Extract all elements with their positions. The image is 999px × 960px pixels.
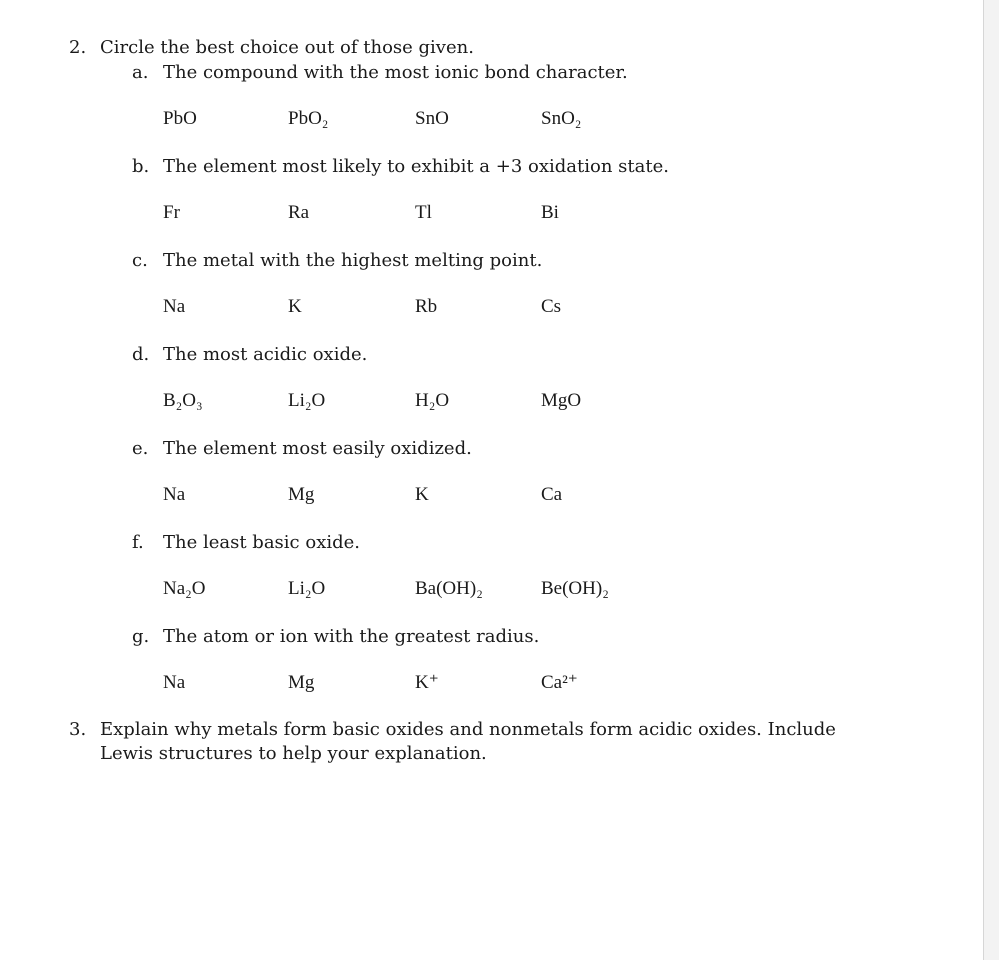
choice-option[interactable]: Na — [163, 484, 186, 505]
choice-option[interactable]: Cs — [541, 296, 562, 317]
vertical-scrollbar[interactable] — [983, 0, 999, 960]
choice-option[interactable]: H₂O — [415, 390, 450, 411]
question-number: 3. — [69, 719, 87, 740]
choice-option[interactable]: Ba(OH)₂ — [415, 578, 483, 599]
item-letter: a. — [132, 62, 149, 83]
choice-option[interactable]: K⁺ — [415, 672, 439, 693]
item-letter: f. — [132, 532, 144, 553]
choice-option[interactable]: Rb — [415, 296, 438, 317]
choice-option[interactable]: MgO — [541, 390, 582, 411]
choice-option[interactable]: Li₂O — [288, 578, 326, 599]
item-letter: c. — [132, 250, 148, 271]
item-text: The metal with the highest melting point. — [163, 250, 543, 271]
choice-option[interactable]: Na₂O — [163, 578, 206, 599]
choice-option[interactable]: Mg — [288, 672, 315, 693]
item-letter: g. — [132, 626, 150, 647]
question-text: Explain why metals form basic oxides and nonmetals form acidic oxides. Include Lewis structures to help your explanation. — [100, 719, 836, 764]
choice-option[interactable]: Tl — [415, 202, 432, 223]
choice-option[interactable]: K — [415, 484, 429, 505]
item-letter: e. — [132, 438, 149, 459]
item-letter: b. — [132, 156, 150, 177]
choice-option[interactable]: Ra — [288, 202, 310, 223]
item-text: The element most easily oxidized. — [163, 438, 472, 459]
choice-option[interactable]: PbO₂ — [288, 108, 329, 129]
question-prompt: Circle the best choice out of those given. — [100, 37, 474, 58]
choice-option[interactable]: Mg — [288, 484, 315, 505]
choice-option[interactable]: Fr — [163, 202, 180, 223]
question-number: 2. — [69, 37, 87, 58]
choice-option[interactable]: SnO₂ — [541, 108, 582, 129]
item-text: The most acidic oxide. — [163, 344, 368, 365]
choice-option[interactable]: B₂O₃ — [163, 390, 203, 411]
choice-option[interactable]: Li₂O — [288, 390, 326, 411]
choice-option[interactable]: SnO — [415, 108, 449, 129]
choice-option[interactable]: Na — [163, 672, 186, 693]
choice-option[interactable]: Ca — [541, 484, 563, 505]
choice-option[interactable]: K — [288, 296, 302, 317]
choice-option[interactable]: Na — [163, 296, 186, 317]
choice-option[interactable]: Bi — [541, 202, 559, 223]
item-text: The element most likely to exhibit a +3 oxidation state. — [163, 156, 669, 177]
choice-option[interactable]: Ca²⁺ — [541, 672, 578, 693]
choice-option[interactable]: PbO — [163, 108, 197, 129]
choice-option[interactable]: Be(OH)₂ — [541, 578, 609, 599]
item-text: The least basic oxide. — [163, 532, 360, 553]
item-text: The compound with the most ionic bond character. — [163, 62, 628, 83]
item-text: The atom or ion with the greatest radius. — [163, 626, 540, 647]
item-letter: d. — [132, 344, 150, 365]
